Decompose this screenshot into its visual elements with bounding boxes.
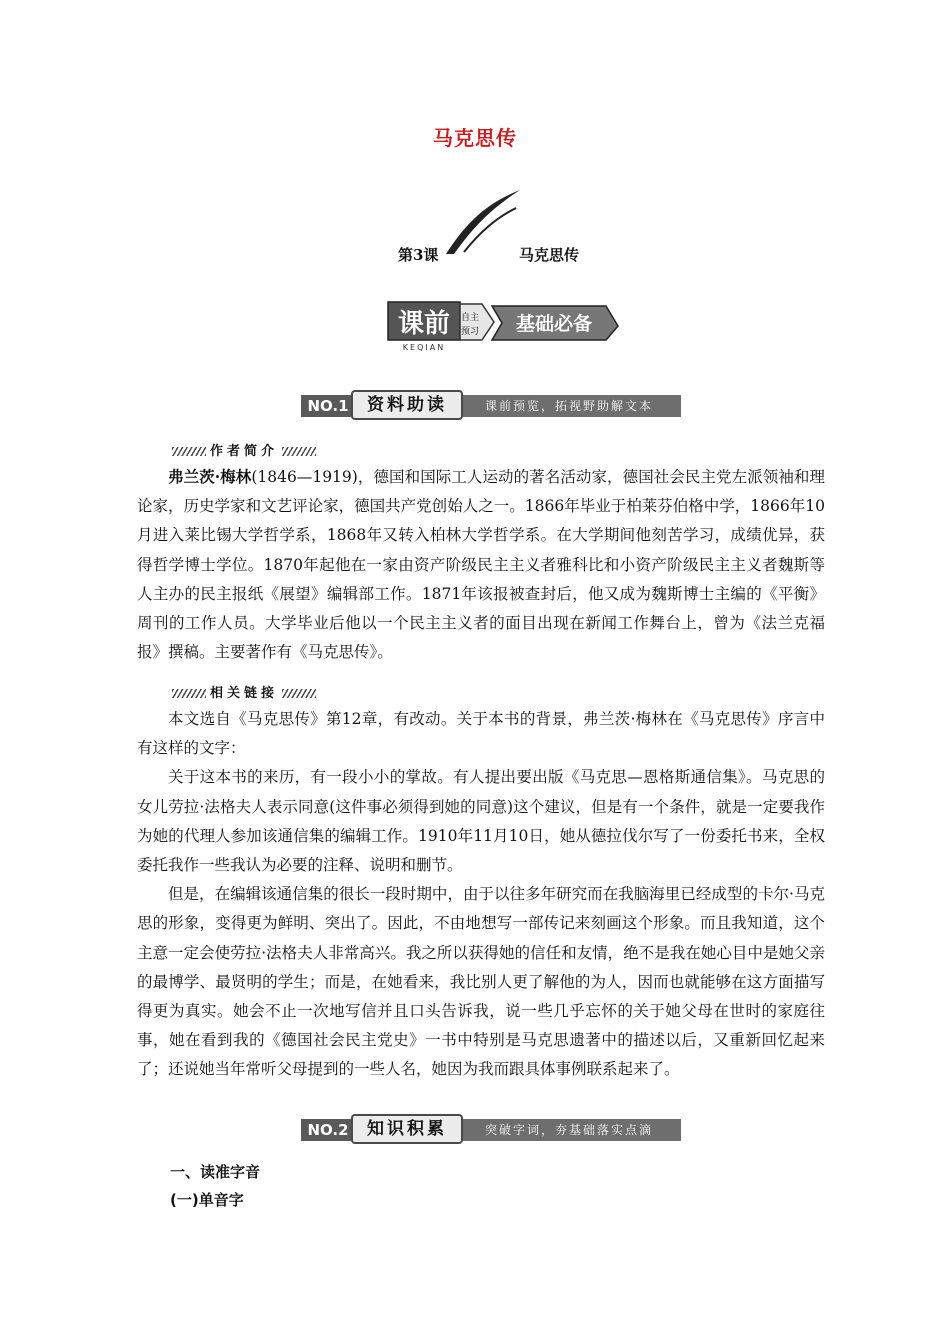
banner-kqian [384, 296, 624, 352]
hatch-decoration [172, 447, 206, 456]
links-section [137, 705, 825, 1085]
section-subtitle: 课前预览，拓视野助解文本 [461, 395, 681, 417]
lesson-name: 马克思传 [519, 246, 580, 264]
section-bar-1 [301, 395, 681, 417]
section-title: 资料助读 [351, 390, 463, 420]
section-title: 知识积累 [351, 1114, 463, 1144]
swoosh-decoration [444, 186, 524, 256]
heading-pronunciation: 一、读准字音 [170, 1163, 261, 1181]
section-number: NO.2 [301, 1119, 355, 1141]
links-paragraph-3: 但是，在编辑该通信集的很长一段时期中，由于以往多年研究而在我脑海里已经成型的卡尔·马克思的形象，变得更为鲜明、突出了。因此，不由地想写一部传记来刻画这个形象。而且我知道，这个主意一定会使劳拉·法格夫人非常高兴。我之所以获得她的信任和友情，绝不是我在她心目中是她父亲的最博学、最贤明的学生；而是，在她看来，我比别人更了解他的为人，因而也就能够在这方面描写得更为真实。她会不止一次地写信并且口头告诉我，说一些几乎忘怀的关于她父母在世时的家庭往事，她在看到我的《德国社会民主党史》一书中特别是马克思遗著中的描述以后，又重新回忆起来了；还说她当年常听父母提到的一些人名，她因为我而跟具体事例联系起来了。 [137, 885, 825, 1079]
section-bar-2 [301, 1119, 681, 1141]
section-number: NO.1 [301, 395, 355, 417]
banner-main-text: 基础必备 [515, 313, 593, 335]
banner-small-top: 自主 [460, 313, 480, 323]
banner-big-text: 课前 [397, 309, 451, 339]
banner-pinyin: KEQIAN [402, 343, 446, 352]
links-paragraph-2: 关于这本书的来历，有一段小小的掌故。有人提出要出版《马克思—恩格斯通信集》。马克思的女儿劳拉·法格夫人表示同意(这件事必须得到她的同意)这个建议，但是有一个条件，就是一定要我作为她的代理人参加该通信集的编辑工作。1910年11月10日，她从德拉伐尔写了一份委托书来，全权委托我作一些我认为必要的注释、说明和删节。 [137, 768, 825, 875]
banner-small-bottom: 预习 [460, 327, 480, 337]
author-text: (1846—1919)，德国和国际工人运动的著名活动家，德国社会民主党左派领袖和理论家，历史学家和文艺评论家，德国共产党创始人之一。1866年毕业于柏莱芬伯格中学，1866年10月进入莱比锡大学哲学系，1868年又转入柏林大学哲学系。在大学期间他刻苦学习，成绩优异，获得哲学博士学位。1870年起他在一家由资产阶级民主主义者雅科比和小资产阶级民主主义者魏斯等人主办的民主报纸《展望》编辑部工作。1871年该报被查封后，他又成为魏斯博士主编的《平衡》周刊的工作人员。大学毕业后他以一个民主主义者的面目出现在新闻工作舞台上，曾为《法兰克福报》撰稿。主要著作有《马克思传》。 [137, 468, 825, 662]
page-title: 马克思传 [433, 126, 517, 150]
heading-single-character: (一)单音字 [170, 1191, 244, 1209]
section-subtitle: 突破字词，夯基础落实点滴 [461, 1119, 681, 1141]
hatch-decoration [282, 447, 316, 456]
links-paragraph-1: 本文选自《马克思传》第12章，有改动。关于本书的背景，弗兰茨·梅林在《马克思传》序言中有这样的文字： [137, 710, 825, 758]
hatch-decoration [172, 689, 206, 698]
hatch-decoration [282, 689, 316, 698]
lesson-number: 第3课 [398, 246, 439, 264]
author-bio [137, 462, 825, 667]
author-header: 作者简介 [172, 440, 316, 459]
links-header: 相关链接 [172, 682, 316, 701]
author-name: 弗兰茨·梅林 [168, 467, 252, 486]
